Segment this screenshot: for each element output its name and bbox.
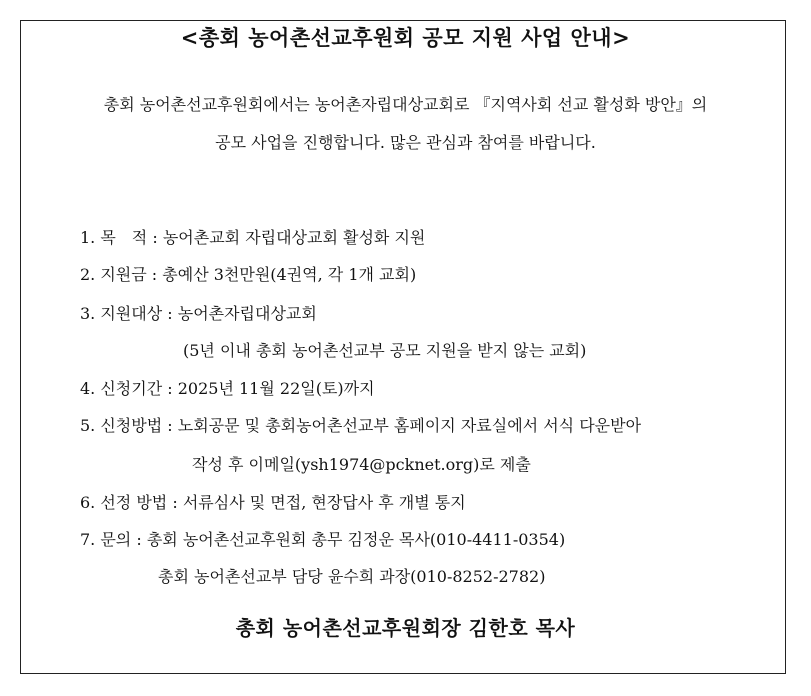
notice-title: <총회 농어촌선교후원회 공모 지원 사업 안내> [180,25,631,50]
item-target: 3. 지원대상 : 농어촌자립대상교회 [80,304,317,323]
intro-line-1: 총회 농어촌선교후원회에서는 농어촌자립대상교회로 『지역사회 선교 활성화 방안』의 [103,95,708,114]
item-contact: 7. 문의 : 총회 농어촌선교후원회 총무 김정운 목사(010-4411-0354) [80,530,566,549]
closing-signature: 총회 농어촌선교후원회장 김한호 목사 [235,616,576,640]
item-selection: 6. 선정 방법 : 서류심사 및 면접, 현장답사 후 개별 통지 [80,493,466,512]
item-period: 4. 신청기간 : 2025년 11월 22일(토)까지 [80,379,375,398]
item-method-cont: 작성 후 이메일(ysh1974@pcknet.org)로 제출 [192,455,531,474]
item-funding: 2. 지원금 : 총예산 3천만원(4권역, 각 1개 교회) [80,265,417,284]
item-method: 5. 신청방법 : 노회공문 및 총회농어촌선교부 홈페이지 자료실에서 서식 다운받아 [80,416,642,435]
item-target-note: (5년 이내 총회 농어촌선교부 공모 지원을 받지 않는 교회) [183,341,587,360]
item-contact-cont: 총회 농어촌선교부 담당 윤수희 과장(010-8252-2782) [158,567,546,586]
item-purpose: 1. 목 적 : 농어촌교회 자립대상교회 활성화 지원 [80,228,426,247]
intro-line-2: 공모 사업을 진행합니다. 많은 관심과 참여를 바랍니다. [215,133,596,152]
